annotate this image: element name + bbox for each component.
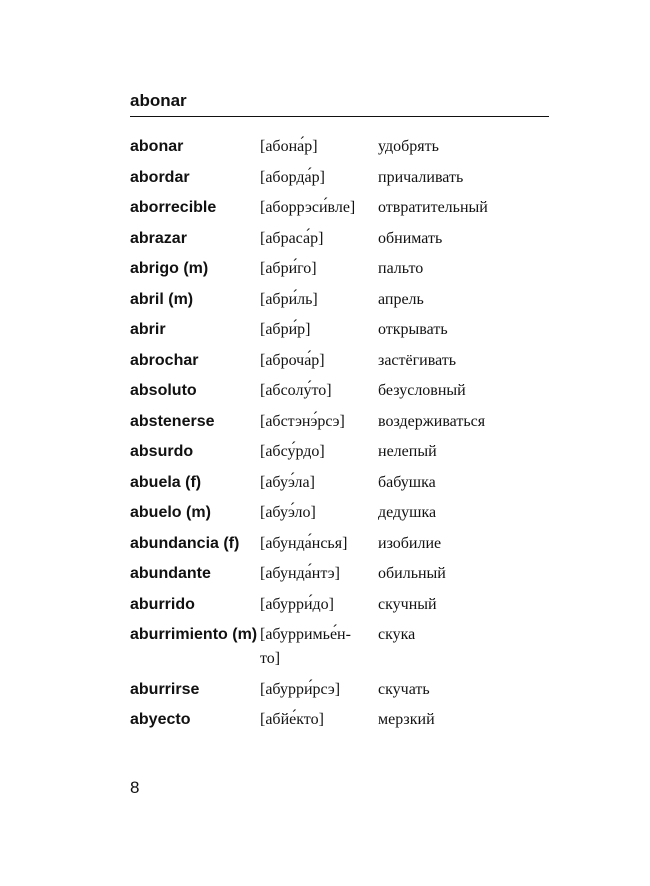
entry-spanish-word: absoluto <box>130 382 197 399</box>
entry-translation: апрель <box>378 290 424 308</box>
running-header-word: abonar <box>130 91 187 110</box>
entry-translation: мерзкий <box>378 711 435 728</box>
entry-pronunciation: [абуэ́ло] <box>260 504 316 521</box>
entry-spanish-word: abril (m) <box>130 290 194 308</box>
entry-spanish-word: abrigo (m) <box>130 260 209 277</box>
entry-spanish-word: absurdo <box>130 443 194 460</box>
entry-translation: обнимать <box>378 229 443 247</box>
dictionary-entry <box>130 501 550 525</box>
entry-spanish-word: abstenerse <box>130 412 215 430</box>
entry-spanish-word: abuelo (m) <box>130 504 211 521</box>
entry-pronunciation: [абйе́кто] <box>260 711 324 728</box>
entry-translation: нелепый <box>378 443 437 460</box>
entry-spanish-word: aburrimiento (m) <box>130 626 258 643</box>
dictionary-entry-list <box>130 135 550 739</box>
dictionary-entry <box>130 623 550 671</box>
entry-translation: изобилие <box>378 534 442 552</box>
dictionary-entry <box>130 440 550 464</box>
entry-pronunciation: [абсолу́то] <box>260 382 332 399</box>
entry-pronunciation: [абри́р] <box>260 321 311 338</box>
entry-pronunciation: [абри́ль] <box>260 290 318 308</box>
entry-pronunciation: [абстэнэ́рсэ] <box>260 412 345 430</box>
entry-pronunciation: [аборрэси́вле] <box>260 199 356 216</box>
dictionary-entry <box>130 227 550 251</box>
entry-translation: отвратительный <box>378 199 488 216</box>
entry-translation: скучать <box>378 680 430 698</box>
entry-pronunciation: [абона́р] <box>260 138 318 155</box>
entry-translation: удобрять <box>378 138 439 155</box>
entry-translation: пальто <box>378 260 424 277</box>
entry-translation: обильный <box>378 565 446 582</box>
entry-pronunciation: [абуэ́ла] <box>260 473 315 491</box>
entry-translation: скука <box>378 626 416 643</box>
entry-spanish-word: abundante <box>130 565 211 582</box>
entry-pronunciation: [абсу́рдо] <box>260 443 325 460</box>
dictionary-entry <box>130 708 550 732</box>
entry-spanish-word: aburrirse <box>130 680 200 698</box>
entry-translation: дедушка <box>378 504 437 521</box>
dictionary-entry <box>130 379 550 403</box>
dictionary-entry <box>130 471 550 495</box>
entry-spanish-word: abrir <box>130 321 166 338</box>
entry-pronunciation: [абурри́до] <box>260 595 334 613</box>
dictionary-entry <box>130 166 550 190</box>
dictionary-entry <box>130 257 550 281</box>
entry-spanish-word: abrazar <box>130 229 187 247</box>
entry-translation: безусловный <box>378 382 466 399</box>
entry-spanish-word: aburrido <box>130 595 195 613</box>
entry-translation: бабушка <box>378 473 436 491</box>
dictionary-entry <box>130 288 550 312</box>
header-rule <box>130 116 549 117</box>
entry-translation: причаливать <box>378 168 464 186</box>
entry-pronunciation: [абри́го] <box>260 260 317 277</box>
entry-spanish-word: abrochar <box>130 351 199 369</box>
entry-spanish-word: abordar <box>130 168 190 186</box>
entry-pronunciation: [абунда́нсья] <box>260 534 348 552</box>
dictionary-entry <box>130 532 550 556</box>
entry-pronunciation: [аброча́р] <box>260 351 325 369</box>
entry-pronunciation: [абурри́рсэ] <box>260 680 341 698</box>
page-number: 8 <box>130 778 140 797</box>
dictionary-entry <box>130 196 550 220</box>
entry-spanish-word: abuela (f) <box>130 473 202 491</box>
dictionary-entry <box>130 562 550 586</box>
dictionary-entry <box>130 593 550 617</box>
entry-pronunciation: [абурримье́н- то] <box>260 626 351 667</box>
entry-pronunciation: [аборда́р] <box>260 168 325 186</box>
dictionary-entry <box>130 135 550 159</box>
entry-pronunciation: [абунда́нтэ] <box>260 565 340 582</box>
entry-translation: воздерживаться <box>378 412 486 430</box>
entry-spanish-word: aborrecible <box>130 199 217 216</box>
entry-spanish-word: abonar <box>130 138 184 155</box>
entry-spanish-word: abyecto <box>130 711 191 728</box>
entry-translation: открывать <box>378 321 448 338</box>
dictionary-entry <box>130 318 550 342</box>
entry-translation: скучный <box>378 595 437 613</box>
dictionary-entry <box>130 678 550 702</box>
dictionary-entry <box>130 410 550 434</box>
entry-spanish-word: abundancia (f) <box>130 534 240 552</box>
dictionary-entry <box>130 349 550 373</box>
entry-translation: застёгивать <box>378 351 457 369</box>
entry-pronunciation: [абраса́р] <box>260 229 324 247</box>
